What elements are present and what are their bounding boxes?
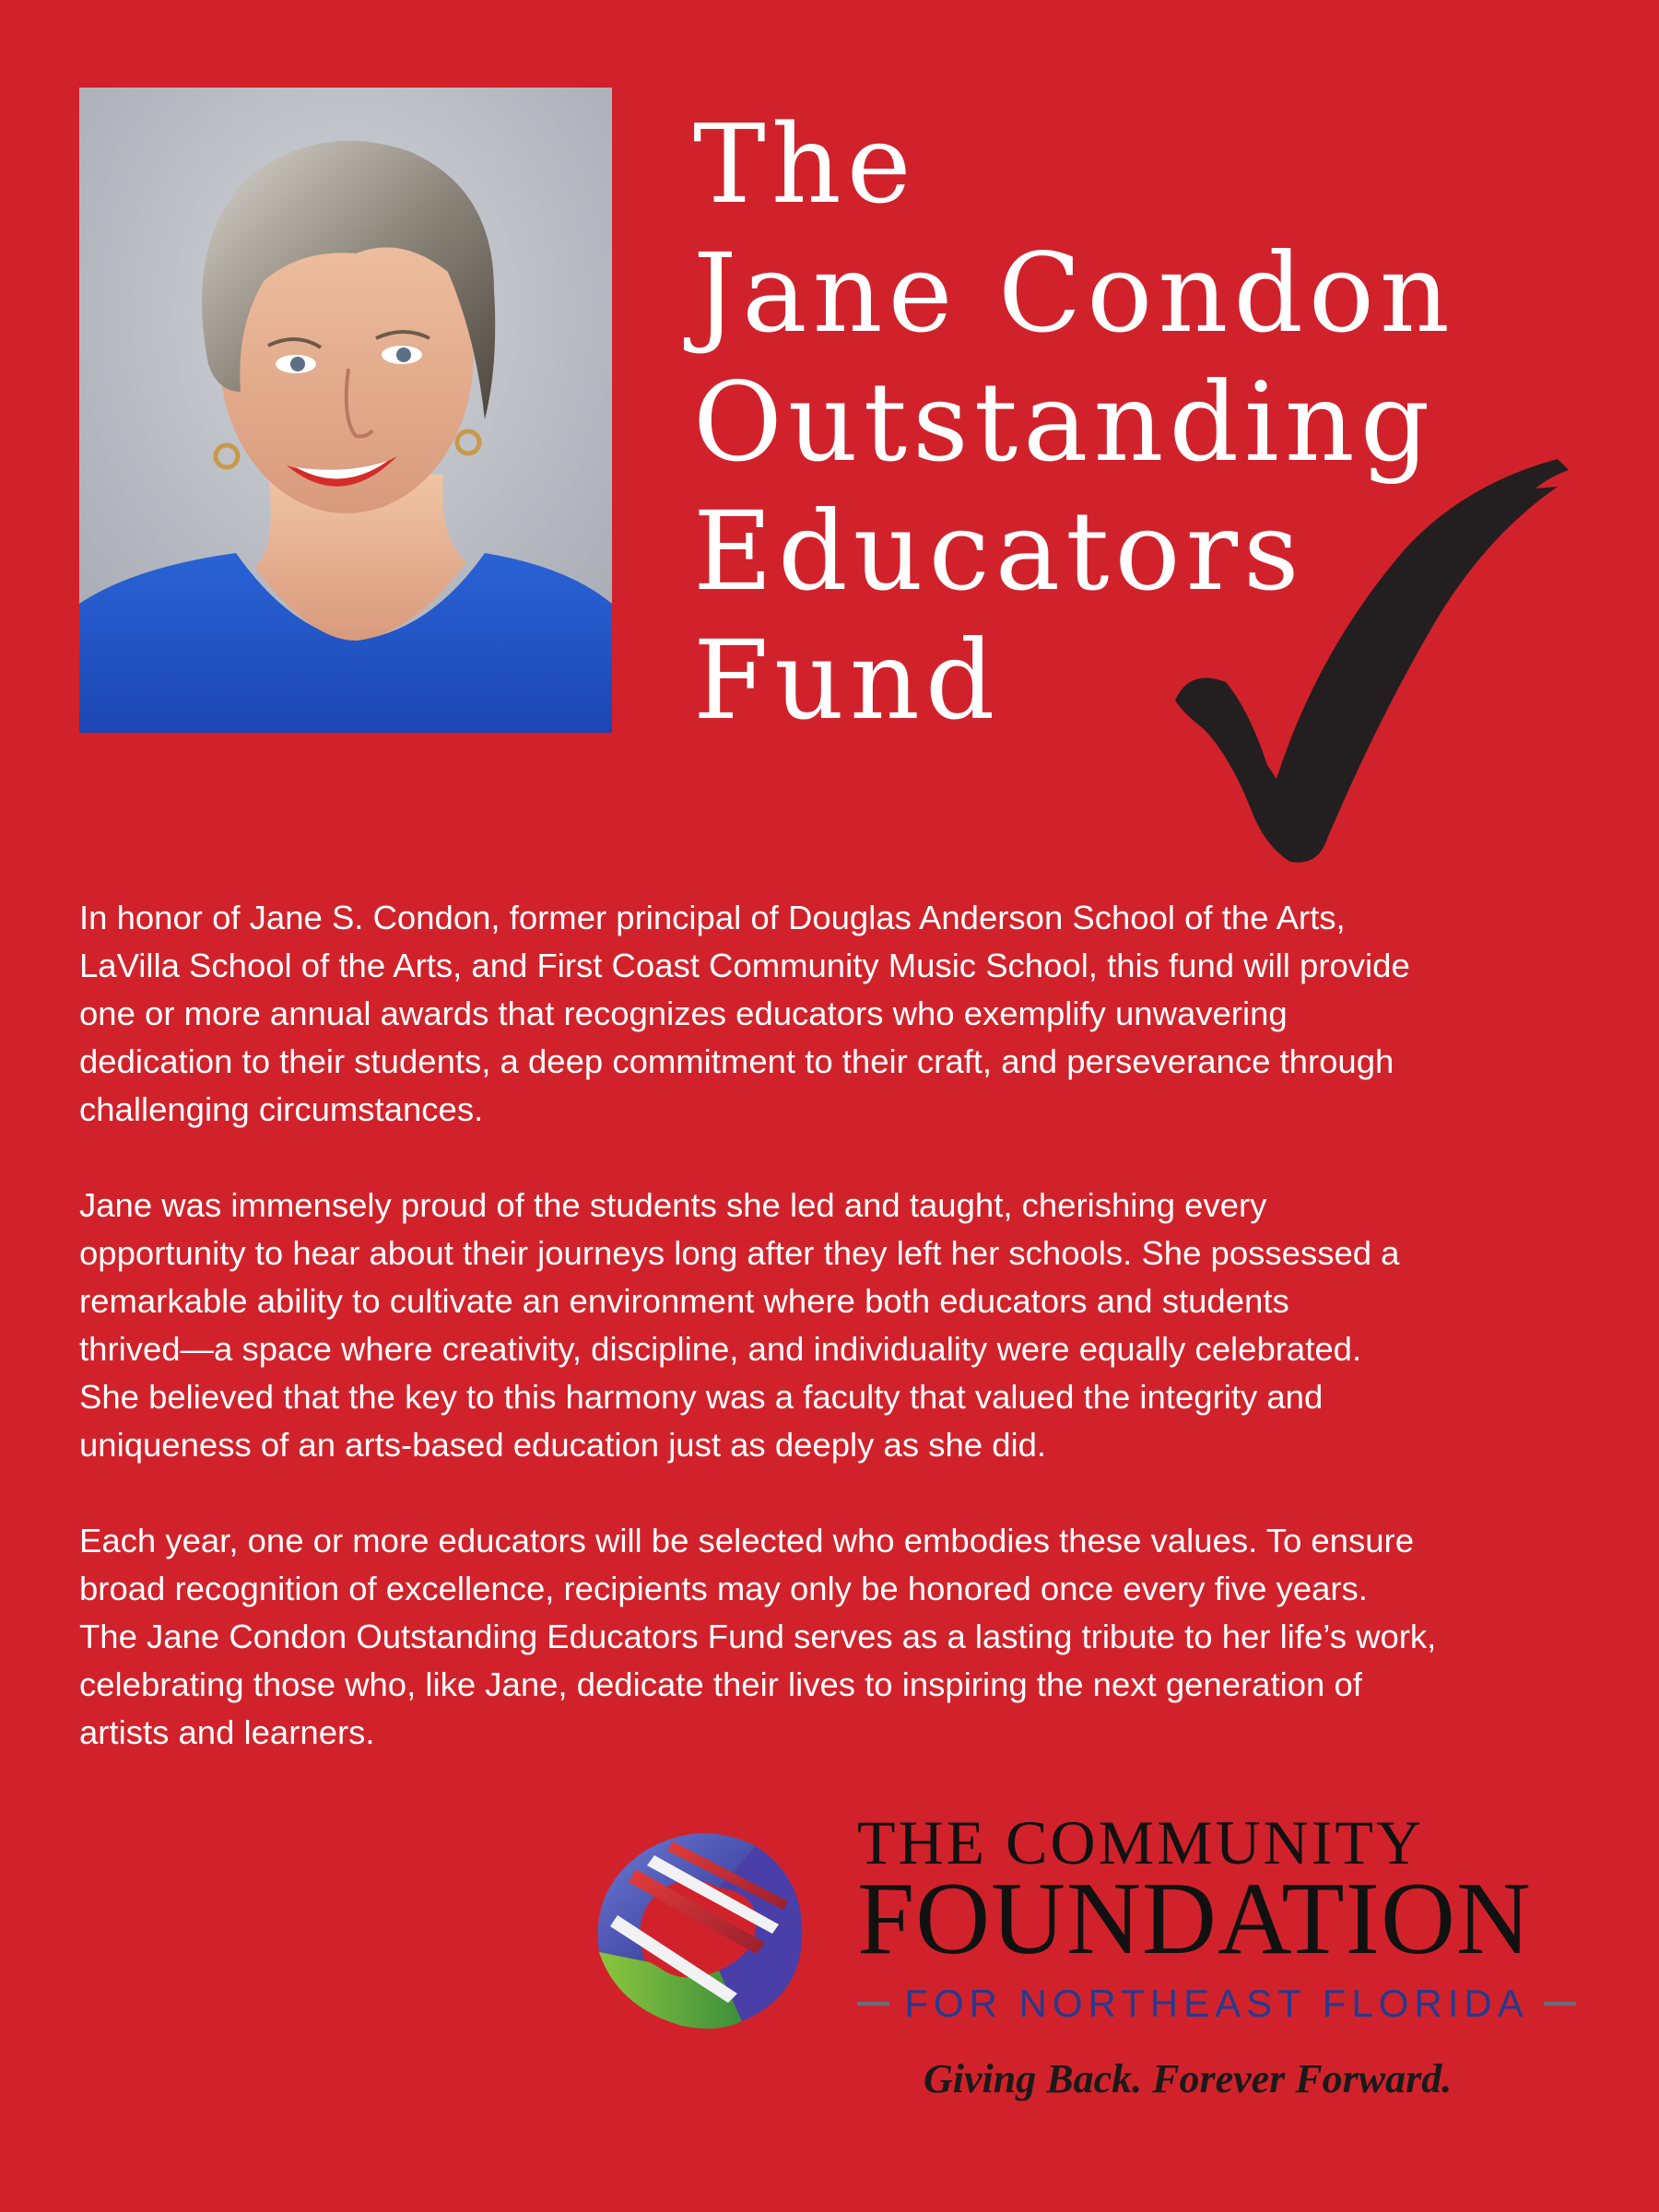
portrait-illustration xyxy=(79,88,612,733)
checkmark-icon xyxy=(1171,452,1576,876)
portrait-photo xyxy=(79,88,612,733)
title-line-4: Educators xyxy=(693,488,1305,615)
logo-rule-right xyxy=(1544,2002,1576,2006)
logo-line-the-community: THE COMMUNITY xyxy=(857,1807,1425,1877)
foundation-emblem-icon xyxy=(581,1814,811,2035)
community-foundation-logo xyxy=(581,1806,1594,2120)
title-line-1: The xyxy=(693,100,917,228)
logo-region-text: FOR NORTHEAST FLORIDA xyxy=(904,1982,1529,2025)
body-copy xyxy=(79,894,1591,1805)
paragraph-legacy: Jane was immensely proud of the students she led and taught, cherishing every opportunity to hear about their journeys long after they left her schools. She possessed a remarkable ability to cultivate an environment where both educators and students thrived—a space where creativity, discipline, and individuality were equally celebrated. She believed that the key to this harmony was a faculty that valued the integrity and uniqueness of an arts-based education just as deeply as she did. xyxy=(79,1186,1400,1464)
title-line-2: Jane Condon xyxy=(693,229,1455,357)
title-line-3: Outstanding xyxy=(693,359,1436,486)
logo-line-foundation: FOUNDATION xyxy=(857,1862,1532,1976)
paragraph-selection: Each year, one or more educators will be selected who embodies these values. To ensure broad recognition of excellence, recipients may only be honored once every five years. The Jane Condon Outstanding Educators Fund serves as a lasting tribute to her life’s work, celebrating those who, like Jane, dedicate their lives to inspiring the next generation of artists and learners. xyxy=(79,1522,1437,1751)
logo-rule-left xyxy=(857,2002,889,2006)
title-line-5: Fund xyxy=(693,617,1001,744)
logo-tagline: Giving Back. Forever Forward. xyxy=(924,2056,1453,2101)
paragraph-honor: In honor of Jane S. Condon, former principal of Douglas Anderson School of the Arts, LaVilla School of the Arts, and First Coast Community Music School, this fund will provide one or more annual awards that recognizes educators who exemplify unwavering dedication to their students, a deep commitment to their craft, and perseverance through challenging circumstances. xyxy=(79,899,1410,1128)
logo-line-region xyxy=(857,1982,1576,2026)
